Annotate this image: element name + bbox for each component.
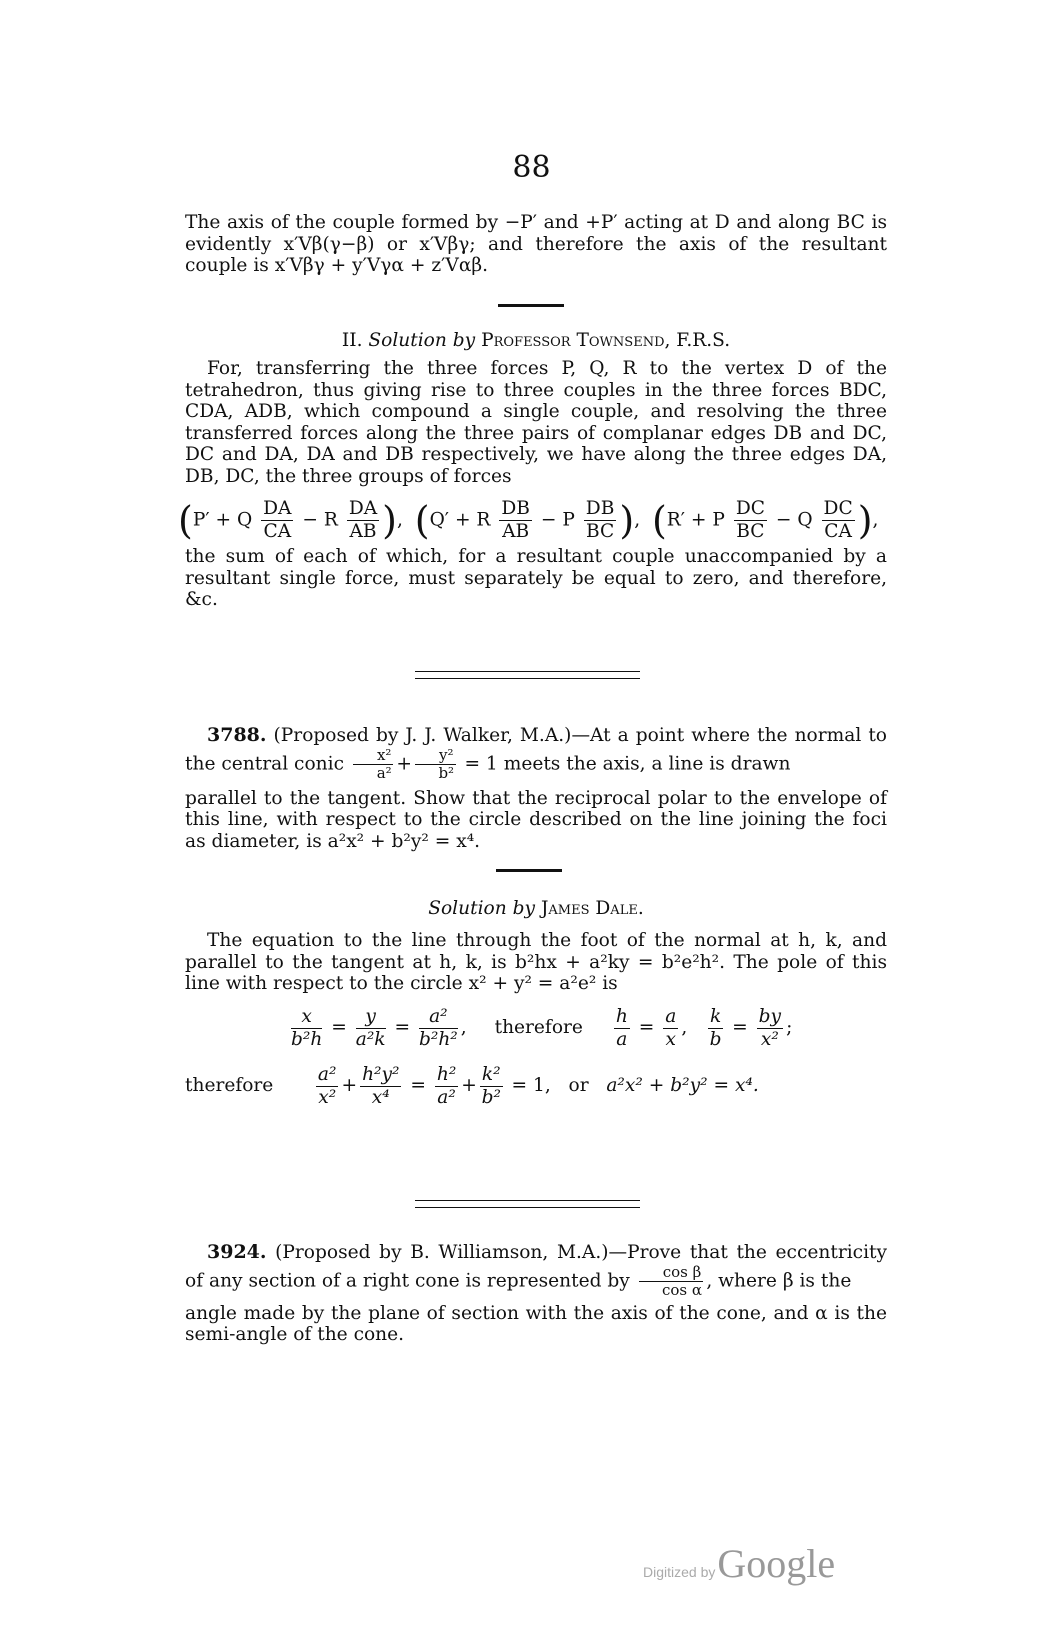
question-number: 3788.	[207, 724, 267, 746]
google-logo: Google	[717, 1541, 836, 1586]
page-number: 88	[512, 150, 551, 185]
solution-2-heading: II. Solution by Professor Townsend, F.R.S.	[341, 330, 731, 351]
question-3924: 3924. (Proposed by B. Williamson, M.A.)—Prove that the eccentricity of any section of a right cone is represented by $\frac{\text{cos β}}{\text{cos α}}$ , where β is the angle made by the plane of section with the axis of the cone, and α is the semi-angle of the cone.	[185, 1241, 887, 1346]
section-rule	[496, 869, 562, 872]
solution-3788-heading: Solution by James Dale.	[428, 898, 644, 919]
solution-2-paragraph: For, transferring the three forces P, Q, R to the vertex D of the tetrahedron, thus giving rise to three couples in the three forces BDC, CDA, ADB, which compound a single couple, and resolving the three transferred forces along the three pairs of complanar edges DB and DC, DC and DA, DA and DB respectively, we have along the three edges DA, DB, DC, the three groups of forces	[185, 358, 887, 487]
double-rule	[415, 1200, 640, 1208]
question-3788: 3788. (Proposed by J. J. Walker, M.A.)—At a point where the normal to the central conic $\frac{\text{x²}}{\text{a²}}$ + $\frac{\text{y²}}{\text{b²}}$ = 1 meets the axis, a line is drawn parallel to the tangent. Show that the reciprocal polar to the envelope of this line, with respect to the circle described on the line joining the foci as diameter, is a²x² + b²y² = x⁴.	[185, 724, 887, 852]
digitized-watermark: Digitized byGoogle	[643, 1541, 836, 1586]
section-rule	[498, 304, 564, 307]
para-axis: The axis of the couple formed by −P′ and +P′ acting at D and along BC is evidently x′Vβ(γ−β) or x′Vβγ; and therefore the axis of the resultant couple is x′Vβγ + y′Vγα + z′Vαβ.	[185, 212, 887, 277]
equation-pole: $\frac{x}{\text{b²h}}$ = $\frac{y}{\text{a²k}}$ = $\frac{\text{a²}}{\text{b²h²}}$ , therefore $\frac{h}{a}$ = $\frac{a}{x}$ , $\frac{k}{b}$ = $\frac{by}{\text{x²}}$ ;	[291, 1006, 793, 1050]
question-number: 3924.	[207, 1241, 267, 1263]
equation-forces: (P′ + Q $\frac{DA}{CA}$ − R $\frac{DA}{AB}$ ), (Q′ + R $\frac{DB}{AB}$ − P $\frac{DB}{BC}$ ), (R′ + P $\frac{DC}{BC}$ − Q $\frac{DC}{CA}$ ),	[178, 498, 879, 543]
double-rule	[415, 671, 640, 679]
equation-result: therefore $\frac{\text{a²}}{\text{x²}}$ + $\frac{\text{h²y²}}{\text{x⁴}}$ = $\frac{\text{h²}}{\text{a²}}$ + $\frac{\text{k²}}{\text{b²}} = 1$, or a²x² + b²y² = x⁴.	[185, 1064, 759, 1108]
solution-3788-paragraph: The equation to the line through the foot of the normal at h, k, and parallel to the tangent at h, k, is b²hx + a²ky = b²e²h². The pole of this line with respect to the circle x² + y² = a²e² is	[185, 930, 887, 995]
solution-2-conclusion: the sum of each of which, for a resultant couple unaccompanied by a resultant single force, must separately be equal to zero, and therefore, &c.	[185, 546, 887, 611]
